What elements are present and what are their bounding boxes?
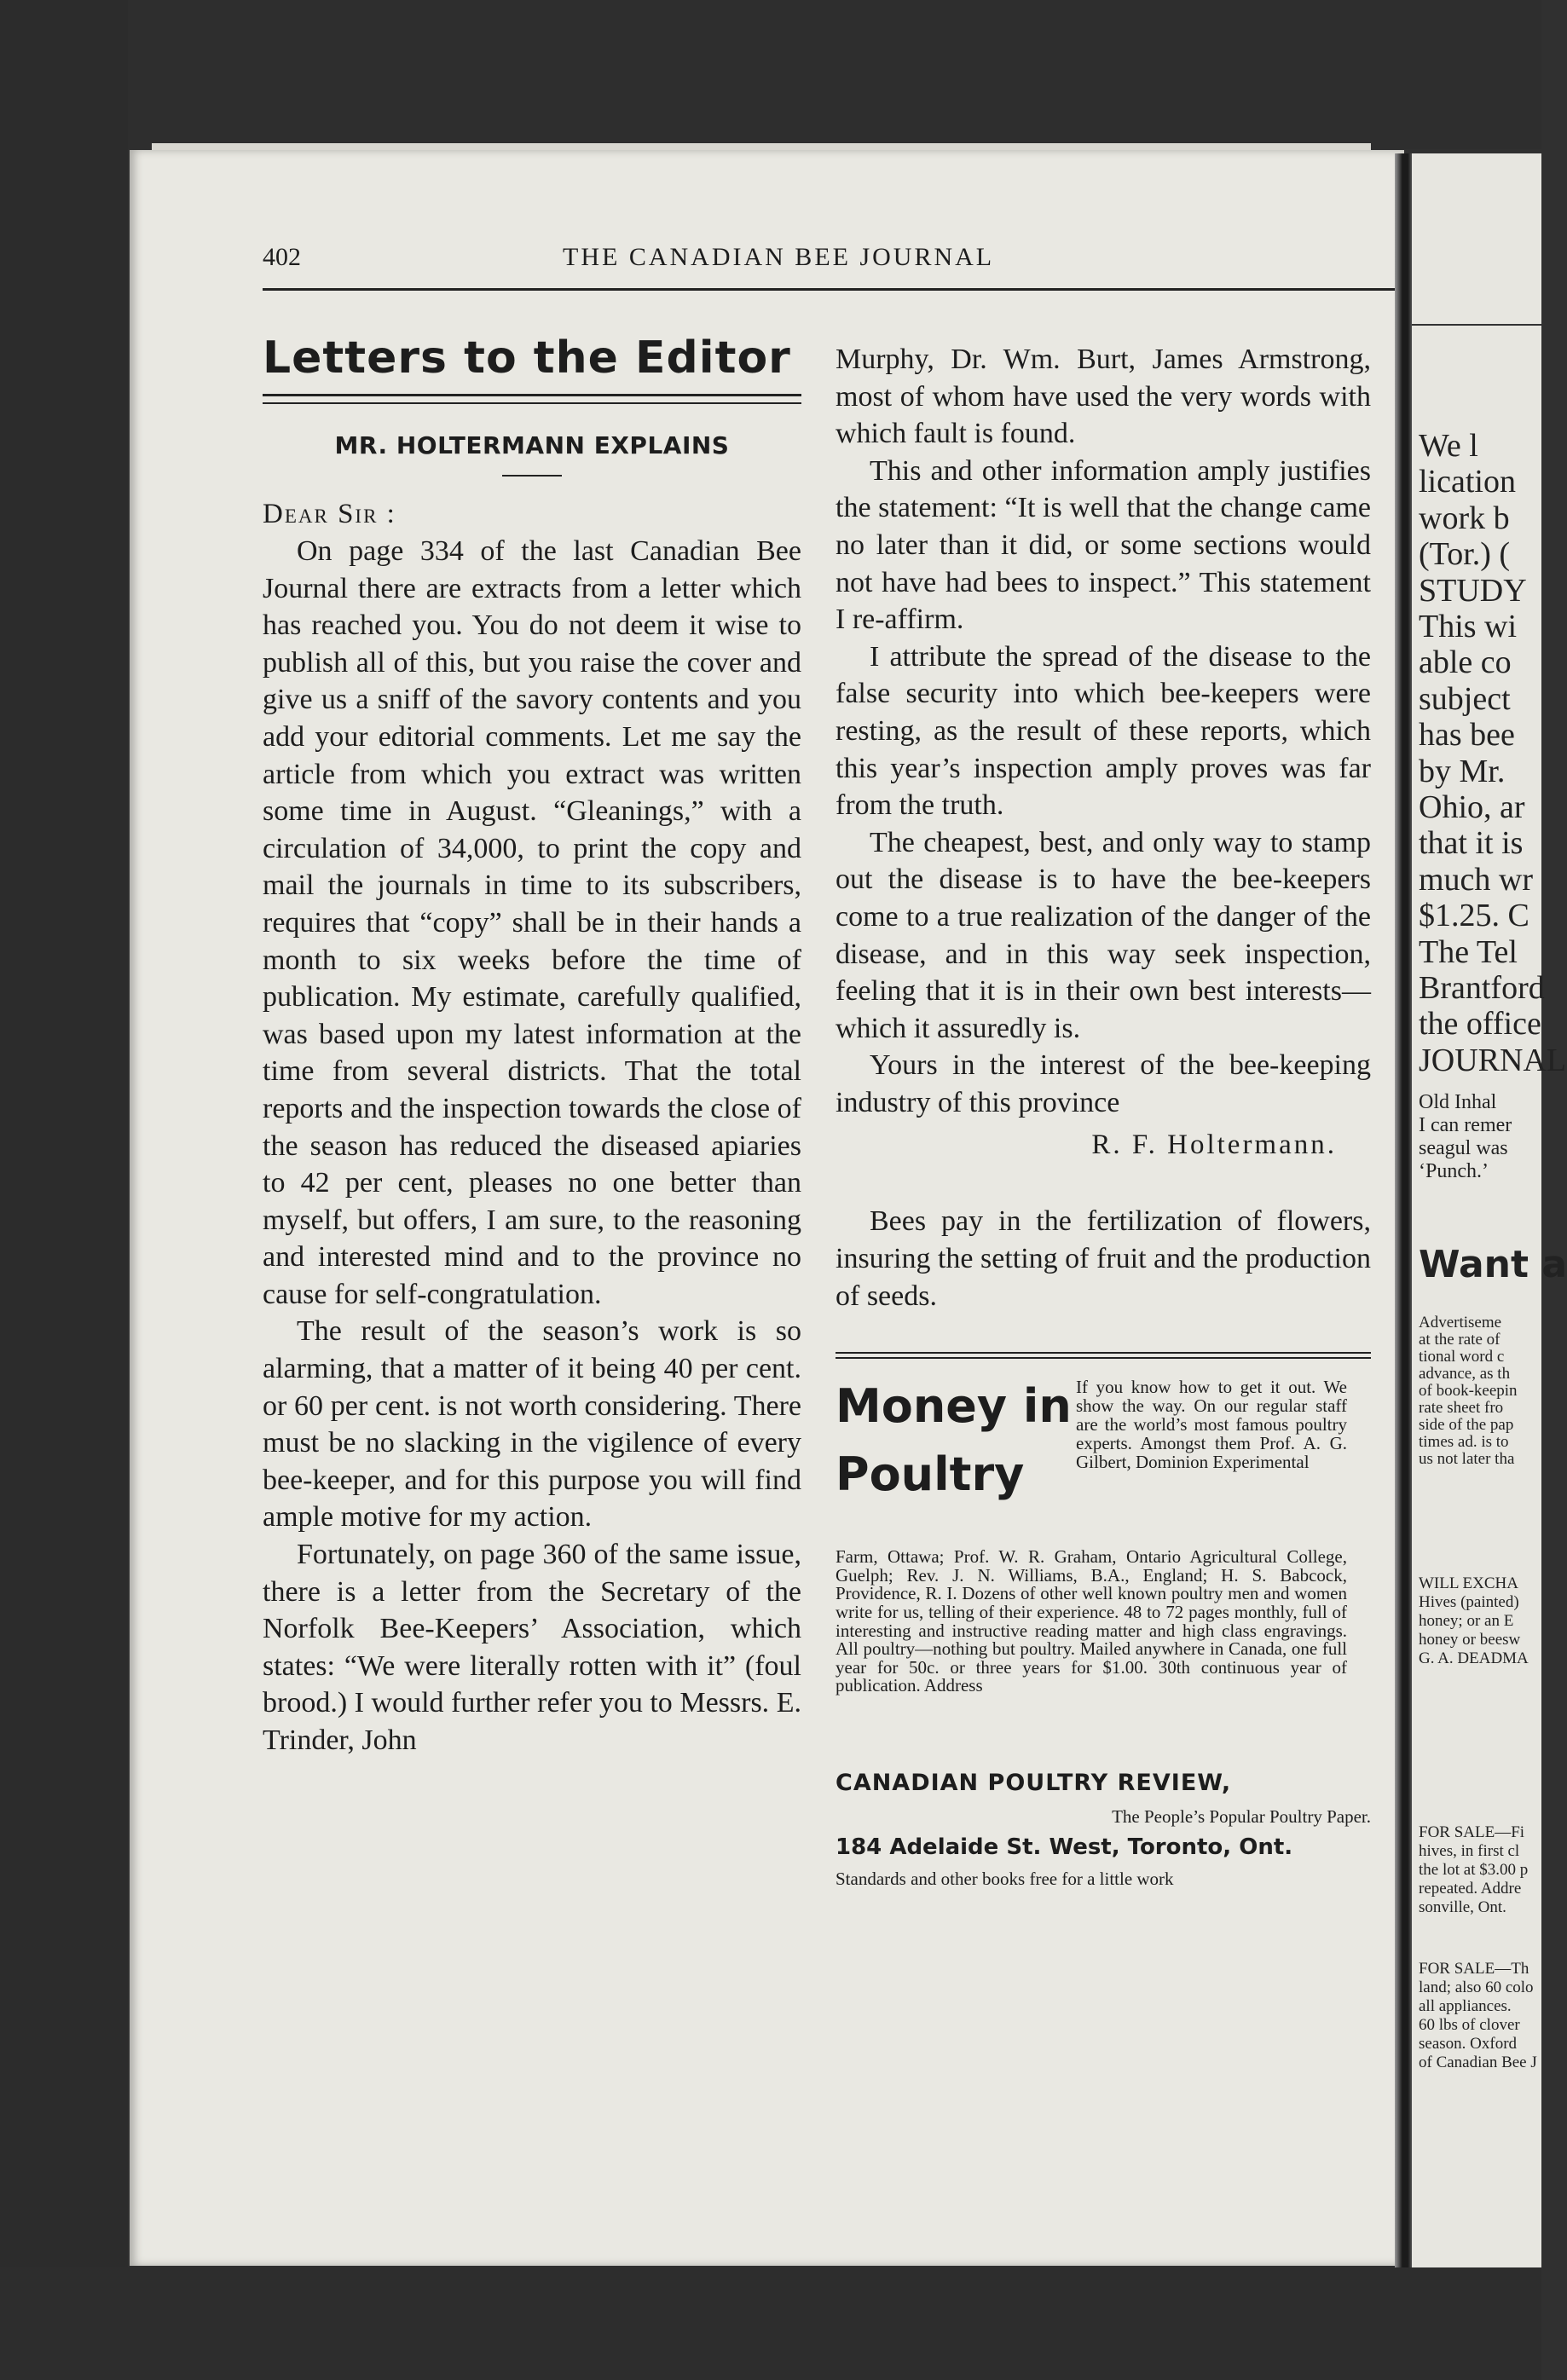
journal-title: THE CANADIAN BEE JOURNAL — [563, 243, 995, 271]
facing-page-line: $1.25. C — [1419, 898, 1529, 934]
facing-page-rule — [1412, 324, 1541, 326]
facing-page-line: ‘Punch.’ — [1419, 1160, 1489, 1182]
facing-page-line: seagul was — [1419, 1137, 1508, 1159]
scan-background-left — [0, 0, 128, 2380]
facing-page-line: rate sheet fro — [1419, 1399, 1504, 1417]
ad-top-rule-second — [836, 1357, 1371, 1359]
facing-page-line: of book-keepin — [1419, 1382, 1518, 1400]
facing-page-line: much wr — [1419, 861, 1534, 898]
facing-page-fragment — [1412, 153, 1567, 2267]
ad-top-rule — [836, 1352, 1371, 1354]
facing-page-line: (Tor.) ( — [1419, 536, 1511, 573]
facing-page-line: sonville, Ont. — [1419, 1898, 1506, 1916]
facing-page-line: Ohio, ar — [1419, 789, 1525, 825]
ad-tagline: The People’s Popular Poultry Paper. — [1112, 1806, 1371, 1828]
article-paragraph: The cheapest, best, and only way to stamp out the disease is to have the bee-keepers come to a true realization of the danger of the disease, and in this way seek inspection, feeling that it is in their own best interests—which it assuredly is. — [836, 826, 1371, 1044]
book-gutter — [1395, 153, 1414, 2267]
facing-page-line: honey or beesw — [1419, 1631, 1521, 1649]
facing-page-line: I can remer — [1419, 1114, 1512, 1136]
facing-page-line: FOR SALE—Fi — [1419, 1823, 1525, 1841]
ad-body-text: Farm, Ottawa; Prof. W. R. Graham, Ontario Agricultural College, Guelph; Rev. J. N. Williams, B.A., England; H. S. Babcock, Providence, R. I. Dozens of other well known poultry men and women write for us, telling of their experience. 48 to 72 pages monthly, full of interesting and instructive reading matter and high class engravings. All poultry—nothing but poultry. Mailed anywhere in Canada, one full year for 50c. or three years for $1.00. 30th continuous year of publication. Address — [836, 1546, 1347, 1696]
article-paragraph-continued: Murphy, Dr. Wm. Burt, James Armstrong, most of whom have used the very words with which fault is found. — [836, 344, 1371, 450]
facing-page-line: by Mr. — [1419, 753, 1506, 789]
scan-background-bottom — [0, 2267, 1541, 2380]
facing-page-line: tional word c — [1419, 1348, 1505, 1366]
facing-page-line: We l — [1419, 428, 1478, 464]
article-paragraph: On page 334 of the last Canadian Bee Journal there are extracts from a letter which has reached you. You do not deem it wise to publish all of this, but you raise the cover and give us a sniff of the savory contents and you add your editorial comments. Let me say the article from which you extract was written some time in August. “Gleanings,” with a circulation of 34,000, to print the copy and mail the journals in time to its subscribers, requires that “copy” shall be in their hands a month to six weeks before the time of publication. My estimate, carefully qualified, was based upon my latest information at the time from several districts. That the total reports and the inspection towards the close of the season has reduced the diseased apiaries to 42 per cent, pleases no one better than myself, but offers, I am sure, to the reasoning and interested mind and to the province no cause for self-congratulation. — [263, 535, 801, 1310]
facing-page-line: This wi — [1419, 609, 1518, 644]
facing-page-line: repeated. Addre — [1419, 1880, 1522, 1898]
subhead-rule — [502, 475, 562, 477]
facing-page-line: Hives (painted) — [1419, 1593, 1519, 1611]
facing-page-line: work b — [1419, 500, 1510, 536]
facing-page-line: advance, as th — [1419, 1365, 1511, 1383]
facing-page-line: at the rate of — [1419, 1331, 1501, 1349]
facing-page-line: us not later tha — [1419, 1450, 1515, 1468]
scan-background-top — [0, 0, 1541, 149]
facing-page-line: season. Oxford — [1419, 2035, 1518, 2053]
facing-page-line: lication — [1419, 464, 1516, 500]
ad-side-text: If you know how to get it out. We show the way. On our regular staff are the world’s most famous poultry experts. Amongst them Prof. A. G. Gilbert, Dominion Experimental — [1076, 1377, 1347, 1473]
filler-paragraph: Bees pay in the fertilization of flowers, insuring the setting of fruit and the production of seeds. — [836, 1205, 1371, 1312]
facing-page-line: the lot at $3.00 p — [1419, 1861, 1529, 1879]
article-paragraph: Fortunately, on page 360 of the same issue, there is a letter from the Secretary of the Norfolk Bee-Keepers’ Association, which states: “We were literally rotten with it” (foul brood.) I would further refer you to Messrs. E. Trinder, John — [263, 1539, 801, 1756]
header-rule — [263, 288, 1396, 291]
facing-page-line: the office — [1419, 1006, 1541, 1043]
facing-page-line: Brantford — [1419, 970, 1545, 1006]
facing-page-line: FOR SALE—Th — [1419, 1960, 1529, 1978]
ad-publisher: CANADIAN POULTRY REVIEW, — [836, 1770, 1232, 1797]
salutation: Dear Sir : — [263, 499, 396, 529]
signature: R. F. Holtermann. — [1091, 1129, 1337, 1161]
page-number: 402 — [263, 243, 301, 271]
facing-page-heading: Want a — [1419, 1243, 1567, 1286]
facing-page-line: all appliances. — [1419, 1997, 1512, 2015]
closing-line: Yours in the interest of the bee-keeping industry of this province — [836, 1049, 1371, 1118]
title-double-rule — [263, 394, 801, 404]
facing-page-line: honey; or an E — [1419, 1612, 1514, 1630]
facing-page-line: Old Inhal — [1419, 1091, 1497, 1113]
article-subhead: MR. HOLTERMANN EXPLAINS — [334, 431, 730, 459]
facing-page-line: of Canadian Bee J — [1419, 2054, 1537, 2071]
left-column — [263, 334, 801, 1759]
section-title: Letters to the Editor — [263, 332, 791, 384]
page-header — [263, 243, 1388, 277]
facing-page-line: Advertiseme — [1419, 1314, 1502, 1332]
facing-page-line: JOURNAL — [1419, 1042, 1567, 1078]
article-paragraph: This and other information amply justifies the statement: “It is well that the change came no later than it did, or some sections would not have had bees to inspect.” This statement I re-affirm. — [836, 454, 1371, 636]
facing-page-line: subject — [1419, 680, 1511, 717]
facing-page-line: 60 lbs of clover — [1419, 2016, 1520, 2034]
article-paragraph: I attribute the spread of the disease to the false security into which bee-keepers were resting, as the result of these reports, which this year’s inspection amply proves was far from the truth. — [836, 640, 1371, 822]
facing-page-line: that it is — [1419, 825, 1524, 862]
poultry-advertisement — [836, 1377, 1371, 1890]
right-column — [836, 341, 1371, 1890]
facing-page-line: hives, in first cl — [1419, 1842, 1520, 1860]
article-paragraph: The result of the season’s work is so alarming, that a matter of it being 40 per cent. or 60 per cent. is not worth considering. There must be no slacking in the vigilence of every bee-keeper, and for this purpose you will find ample motive for my action. — [263, 1315, 801, 1534]
facing-page-line: The Tel — [1419, 933, 1518, 970]
facing-page-line: side of the pap — [1419, 1416, 1514, 1434]
facing-page-line: STUDY — [1419, 572, 1527, 609]
facing-page-line: WILL EXCHA — [1419, 1574, 1518, 1592]
ad-standards: Standards and other books free for a little work — [836, 1869, 1174, 1890]
ad-headline: Money in — [836, 1379, 1072, 1434]
facing-page-line: able co — [1419, 644, 1512, 681]
ad-address: 184 Adelaide St. West, Toronto, Ont. — [836, 1834, 1293, 1861]
facing-page-line: G. A. DEADMA — [1419, 1649, 1529, 1667]
ad-headline: Poultry — [836, 1447, 1025, 1502]
facing-page-line: has bee — [1419, 717, 1515, 754]
facing-page-line: land; also 60 colo — [1419, 1979, 1534, 1996]
facing-page-line: times ad. is to — [1419, 1433, 1509, 1451]
